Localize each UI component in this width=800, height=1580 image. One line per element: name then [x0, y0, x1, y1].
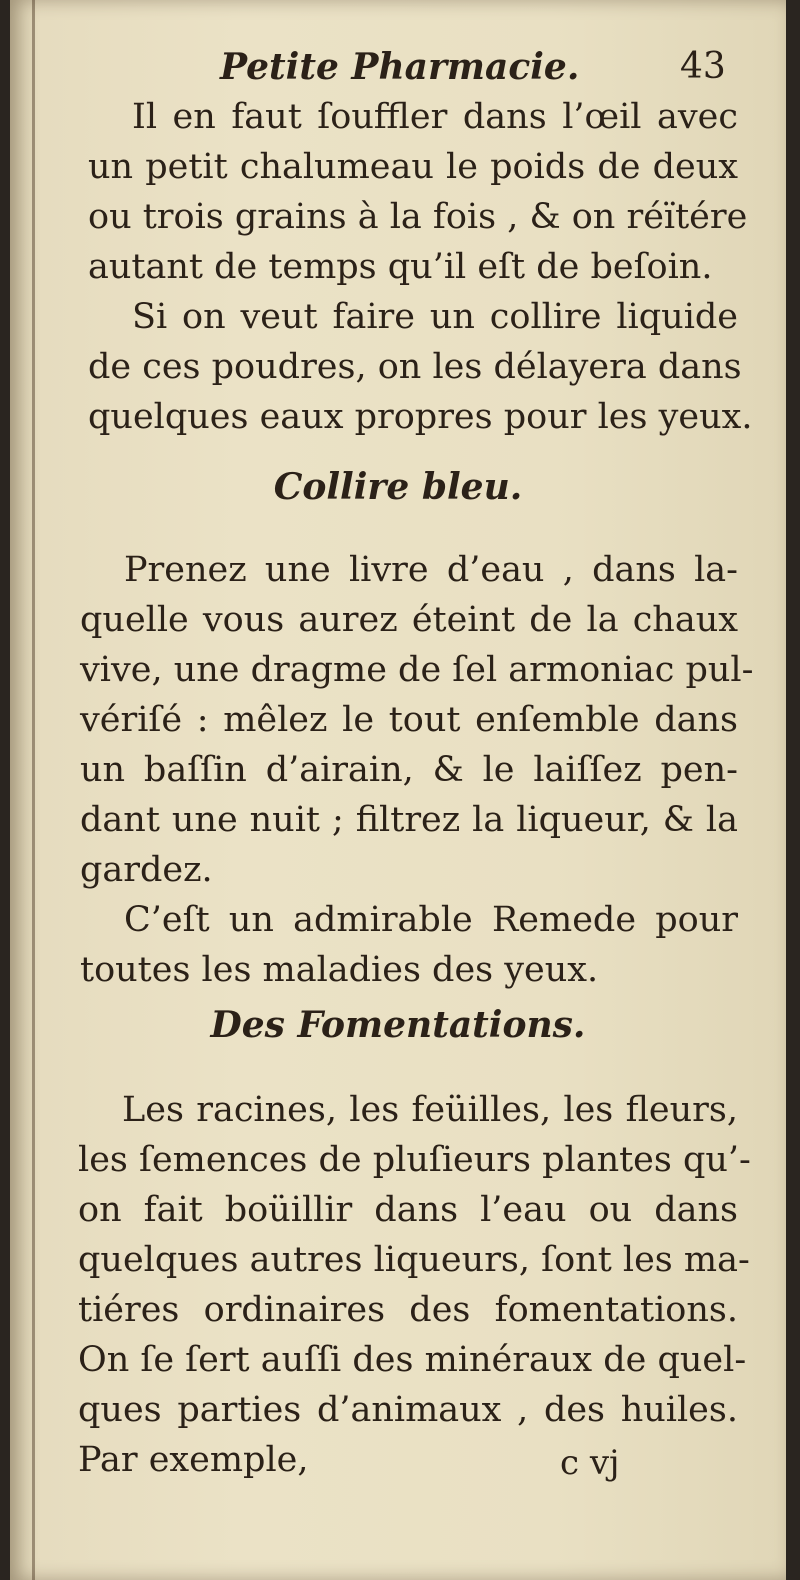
paragraph-collire-bleu: [80, 545, 754, 995]
text-line: Les racines, les feüilles, les fleurs,: [122, 1090, 738, 1130]
text-line: Par exemple,: [78, 1440, 309, 1480]
text-line: Prenez une livre d’eau , dans la-: [124, 550, 738, 590]
paragraph-fomentations: [78, 1085, 751, 1485]
text-line: gardez.: [80, 850, 213, 890]
section-heading-fomentations: Des Fomentations.: [210, 1004, 586, 1046]
text-line: vive, une dragme de ſel armoniac pul-: [80, 650, 754, 690]
text-line: Si on veut faire un collire liquide: [132, 297, 738, 337]
text-line: de ces poudres, on les délayera dans: [88, 347, 742, 387]
paragraph-powders: [88, 92, 753, 442]
text-line: quelques autres liqueurs, ſont les ma-: [78, 1240, 750, 1280]
text-line: quelle vous aurez éteint de la chaux: [80, 600, 738, 640]
text-line: vériſé : mêlez le tout enſemble dans: [80, 700, 738, 740]
signature-mark: c vj: [560, 1443, 620, 1483]
book-page: [10, 0, 786, 1580]
text-line: ques parties d’animaux , des huiles.: [78, 1390, 738, 1430]
text-line: les ſemences de pluſieurs plantes qu’-: [78, 1140, 751, 1180]
text-line: quelques eaux propres pour les yeux.: [88, 397, 753, 437]
text-line: dant une nuit ; filtrez la liqueur, & la: [80, 800, 738, 840]
running-title: Petite Pharmacie.: [220, 46, 580, 88]
text-line: un baſſin d’airain, & le laiſſez pen-: [80, 750, 738, 790]
section-heading-collire-bleu: Collire bleu.: [273, 466, 523, 508]
text-line: un petit chalumeau le poids de deux: [88, 147, 738, 187]
page-number: 43: [680, 46, 726, 87]
text-line: Il en faut ſouffler dans l’œil avec: [132, 97, 738, 137]
text-line: on fait boüillir dans l’eau ou dans: [78, 1190, 738, 1230]
page-gutter-shadow: [32, 0, 35, 1580]
text-line: toutes les maladies des yeux.: [80, 950, 599, 990]
text-line: autant de temps qu’il eſt de beſoin.: [88, 247, 713, 287]
text-line: ou trois grains à la fois , & on réïtére: [88, 197, 748, 237]
text-line: On ſe ſert auſſi des minéraux de quel-: [78, 1340, 747, 1380]
text-line: tiéres ordinaires des fomentations.: [78, 1290, 738, 1330]
text-line: C’eſt un admirable Remede pour: [124, 900, 738, 940]
